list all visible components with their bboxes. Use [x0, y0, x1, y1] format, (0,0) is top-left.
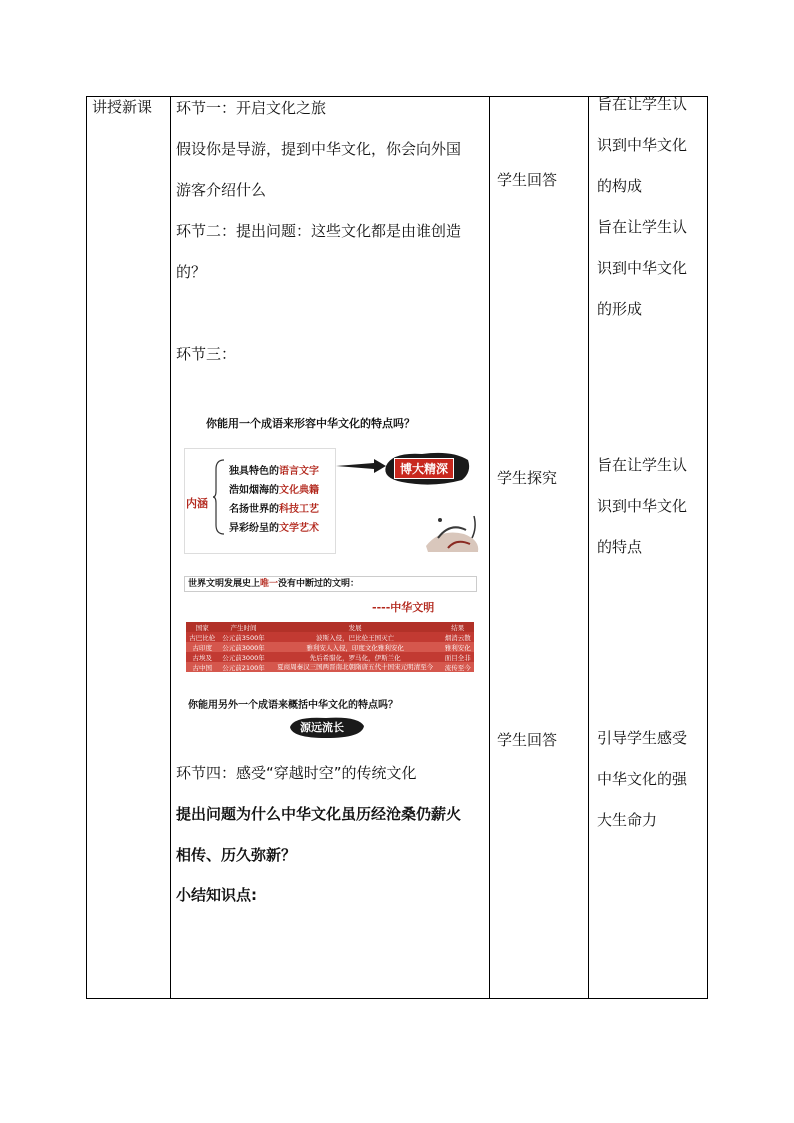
table-bottom-border	[86, 998, 708, 999]
slide2-subtitle: ----中华文明	[372, 601, 435, 614]
civ-table-header	[186, 622, 474, 632]
civ-cell: 雅利安化	[442, 642, 474, 652]
intent-a-line3: 的构成	[597, 177, 643, 195]
civ-cell: 先后希腊化，罗马化，伊斯兰化	[269, 652, 442, 662]
brace-icon	[213, 459, 225, 535]
intent-b-line1: 旨在让学生认	[597, 218, 688, 236]
slide1-item-1-pre: 独具特色的	[229, 466, 279, 477]
summary-label: 小结知识点:	[176, 886, 257, 904]
intent-d-line3: 大生命力	[597, 811, 658, 829]
intent-c-line3: 的特点	[597, 538, 643, 556]
table-row	[186, 642, 474, 652]
section-label: 讲授新课	[92, 98, 153, 116]
civ-col-header: 发展	[269, 622, 442, 632]
table-row	[186, 652, 474, 662]
slide1-item-4	[229, 519, 319, 534]
step-4-question-line1: 提出问题为什么中华文化虽历经沧桑仍薪火	[176, 805, 462, 823]
civ-cell: 公元前3500年	[218, 632, 268, 642]
civ-cell: 公元前2100年	[218, 662, 268, 672]
slide2-answer: 源远流长	[300, 721, 344, 734]
intent-b-line3: 的形成	[597, 300, 643, 318]
civ-cell: 流传至今	[442, 662, 474, 672]
slide1-item-4-pre: 异彩纷呈的	[229, 523, 279, 534]
section-label-cell	[92, 96, 172, 118]
brush-arrow-icon	[336, 458, 386, 474]
design-intent-2	[597, 445, 701, 568]
intent-d-line2: 中华文化的强	[597, 770, 688, 788]
civ-cell: 古印度	[186, 642, 218, 652]
civ-cell: 烟消云散	[442, 632, 474, 642]
student-explore: 学生探究	[497, 469, 558, 487]
civ-col-header: 国家	[186, 622, 218, 632]
slide1-brace-label: 内涵	[186, 497, 208, 510]
civ-cell: 公元前3000年	[218, 642, 268, 652]
intent-c-line2: 识到中华文化	[597, 497, 688, 515]
slide2-answer-badge	[300, 719, 344, 735]
student-answer-1: 学生回答	[497, 171, 558, 189]
table-right-border	[707, 96, 708, 999]
intent-c-line1: 旨在让学生认	[597, 456, 688, 474]
teacher-activity-cell-lower	[176, 753, 486, 914]
intent-d-line1: 引导学生感受	[597, 729, 688, 747]
step-1-text-line1: 假设你是导游，提到中华文化，你会向外国	[176, 140, 462, 158]
civ-cell: 古中国	[186, 662, 218, 672]
civ-cell: 公元前3000年	[218, 652, 268, 662]
table-left-border	[86, 96, 87, 999]
slide1-question: 你能用一个成语来形容中华文化的特点吗？	[206, 417, 415, 430]
civ-cell: 古巴比伦	[186, 632, 218, 642]
slide-image-characteristics	[182, 408, 484, 554]
step-4-heading: 环节四：感受“穿越时空”的传统文化	[176, 764, 417, 782]
intent-a-line1: 旨在让学生认	[597, 95, 688, 113]
slide1-item-1-hl: 语言文字	[279, 466, 319, 477]
step-2-text-line2: 的？	[176, 263, 207, 281]
table-row	[186, 632, 474, 642]
slide2-header-post: 没有中断过的文明：	[278, 579, 360, 589]
civ-cell: 波斯入侵，巴比伦王国灭亡	[269, 632, 442, 642]
slide2-question: 你能用另外一个成语来概括中华文化的特点吗？	[188, 700, 398, 711]
civ-cell: 面目全非	[442, 652, 474, 662]
slide2-header-bar	[184, 576, 477, 592]
student-activity-2	[497, 458, 587, 499]
table-row	[186, 662, 474, 672]
column-divider-1	[170, 96, 171, 999]
slide2-header-pre: 世界文明发展史上	[188, 579, 261, 589]
step-1-heading: 环节一：开启文化之旅	[176, 99, 327, 117]
slide2-table-wrap	[186, 622, 474, 672]
student-activity-3	[497, 720, 587, 761]
civ-col-header: 产生时间	[218, 622, 268, 632]
step-1-text-line2: 游客介绍什么	[176, 181, 267, 199]
step-2-text-line1: 环节二：提出问题：这些文化都是由谁创造	[176, 222, 462, 240]
design-intent-3	[597, 718, 701, 841]
design-intent-1	[597, 84, 701, 330]
teacher-activity-cell	[176, 88, 486, 375]
civilization-table	[186, 622, 474, 672]
student-activity-1	[497, 160, 587, 201]
slide1-item-1	[229, 462, 319, 477]
slide1-answer: 博大精深	[400, 462, 449, 476]
step-3-heading: 环节三：	[176, 345, 237, 363]
slide1-item-2-hl: 文化典籍	[279, 485, 319, 496]
civ-cell: 夏商周秦汉三国两晋南北朝隋唐五代十国宋元明清至今	[269, 662, 442, 672]
slide1-item-3-pre: 名扬世界的	[229, 504, 279, 515]
civ-cell: 古埃及	[186, 652, 218, 662]
slide1-answer-badge	[394, 458, 454, 479]
slide1-item-2-pre: 浩如烟海的	[229, 485, 279, 496]
column-divider-2	[489, 96, 490, 999]
student-answer-2: 学生回答	[497, 731, 558, 749]
column-divider-3	[588, 96, 589, 999]
slide1-item-3	[229, 500, 319, 515]
slide-image-civilization	[182, 574, 484, 740]
slide1-item-3-hl: 科技工艺	[279, 504, 319, 515]
lotus-painting-icon	[420, 508, 482, 554]
slide2-header-hl: 唯一	[260, 579, 279, 589]
slide1-item-2	[229, 481, 319, 496]
intent-b-line2: 识到中华文化	[597, 259, 688, 277]
civ-col-header: 结果	[442, 622, 474, 632]
step-4-question-line2: 相传、历久弥新？	[176, 846, 297, 864]
civ-cell: 雅利安人入侵，印度文化雅利安化	[269, 642, 442, 652]
intent-a-line2: 识到中华文化	[597, 136, 688, 154]
slide1-item-4-hl: 文学艺术	[279, 523, 319, 534]
